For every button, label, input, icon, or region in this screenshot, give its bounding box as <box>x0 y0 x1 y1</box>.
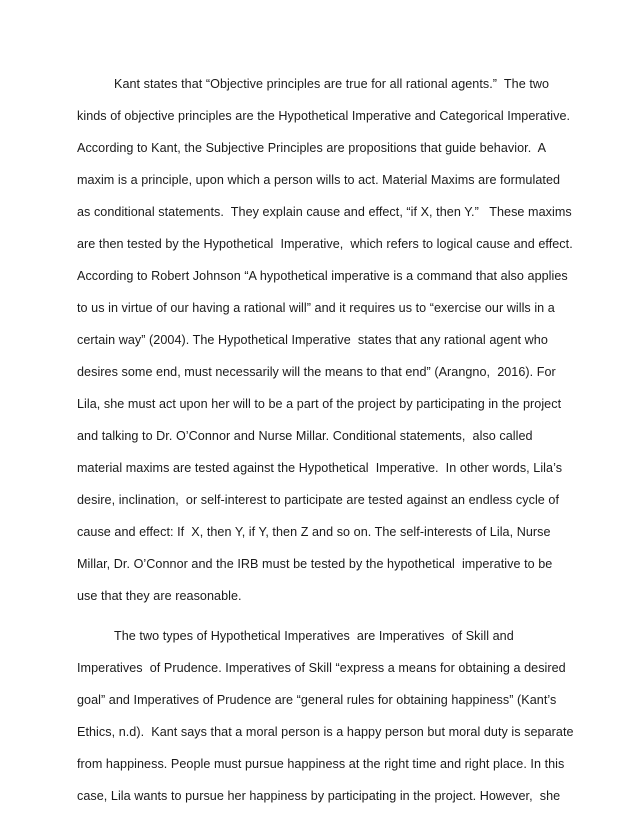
paragraph-1-line-5: as conditional statements. They explain cause and effect, “if X, then Y.” These maxims <box>77 205 572 219</box>
paragraph-1-line-12: and talking to Dr. O’Connor and Nurse Millar. Conditional statements, also called <box>77 429 533 443</box>
paragraph-2-line-3: goal” and Imperatives of Prudence are “general rules for obtaining happiness” (Kant’s <box>77 693 557 707</box>
paragraph-1-line-13: material maxims are tested against the Hypothetical Imperative. In other words, Lila’s <box>77 461 563 475</box>
paragraph-1-line-11: Lila, she must act upon her will to be a part of the project by participating in the project <box>77 397 562 411</box>
paragraph-1-line-4: maxim is a principle, upon which a person wills to act. Material Maxims are formulated <box>77 173 561 187</box>
paragraph-2-line-1: The two types of Hypothetical Imperatives are Imperatives of Skill and <box>114 629 514 643</box>
paragraph-1-line-6: are then tested by the Hypothetical Imperative, which refers to logical cause and effect. <box>77 237 573 251</box>
paragraph-1-line-15: cause and effect: If X, then Y, if Y, then Z and so on. The self-interests of Lila, Nurse <box>77 525 551 539</box>
paragraph-1-line-10: desires some end, must necessarily will the means to that end” (Arangno, 2016). For <box>77 365 556 379</box>
paragraph-1-line-2: kinds of objective principles are the Hypothetical Imperative and Categorical Imperative. <box>77 109 571 123</box>
paragraph-1-line-7: According to Robert Johnson “A hypothetical imperative is a command that also applies <box>77 269 568 283</box>
paragraph-1-line-9: certain way” (2004). The Hypothetical Imperative states that any rational agent who <box>77 333 548 347</box>
paragraph-2-line-2: Imperatives of Prudence. Imperatives of Skill “express a means for obtaining a desired <box>77 661 566 675</box>
paragraph-2-line-6: case, Lila wants to pursue her happiness by participating in the project. However, she <box>77 789 561 803</box>
paragraph-1-line-16: Millar, Dr. O’Connor and the IRB must be tested by the hypothetical imperative to be <box>77 557 553 571</box>
paragraph-1-line-1: Kant states that “Objective principles are true for all rational agents.” The two <box>114 77 550 91</box>
paragraph-1-line-17: use that they are reasonable. <box>77 589 242 603</box>
paragraph-2-line-4: Ethics, n.d). Kant says that a moral person is a happy person but moral duty is separate <box>77 725 574 739</box>
paragraph-2-line-5: from happiness. People must pursue happiness at the right time and right place. In this <box>77 757 565 771</box>
paragraph-1-line-8: to us in virtue of our having a rational will” and it requires us to “exercise our wills in a <box>77 301 555 315</box>
paragraph-1-line-3: According to Kant, the Subjective Principles are propositions that guide behavior. A <box>77 141 547 155</box>
paragraph-1-line-14: desire, inclination, or self-interest to participate are tested against an endless cycle of <box>77 493 560 507</box>
